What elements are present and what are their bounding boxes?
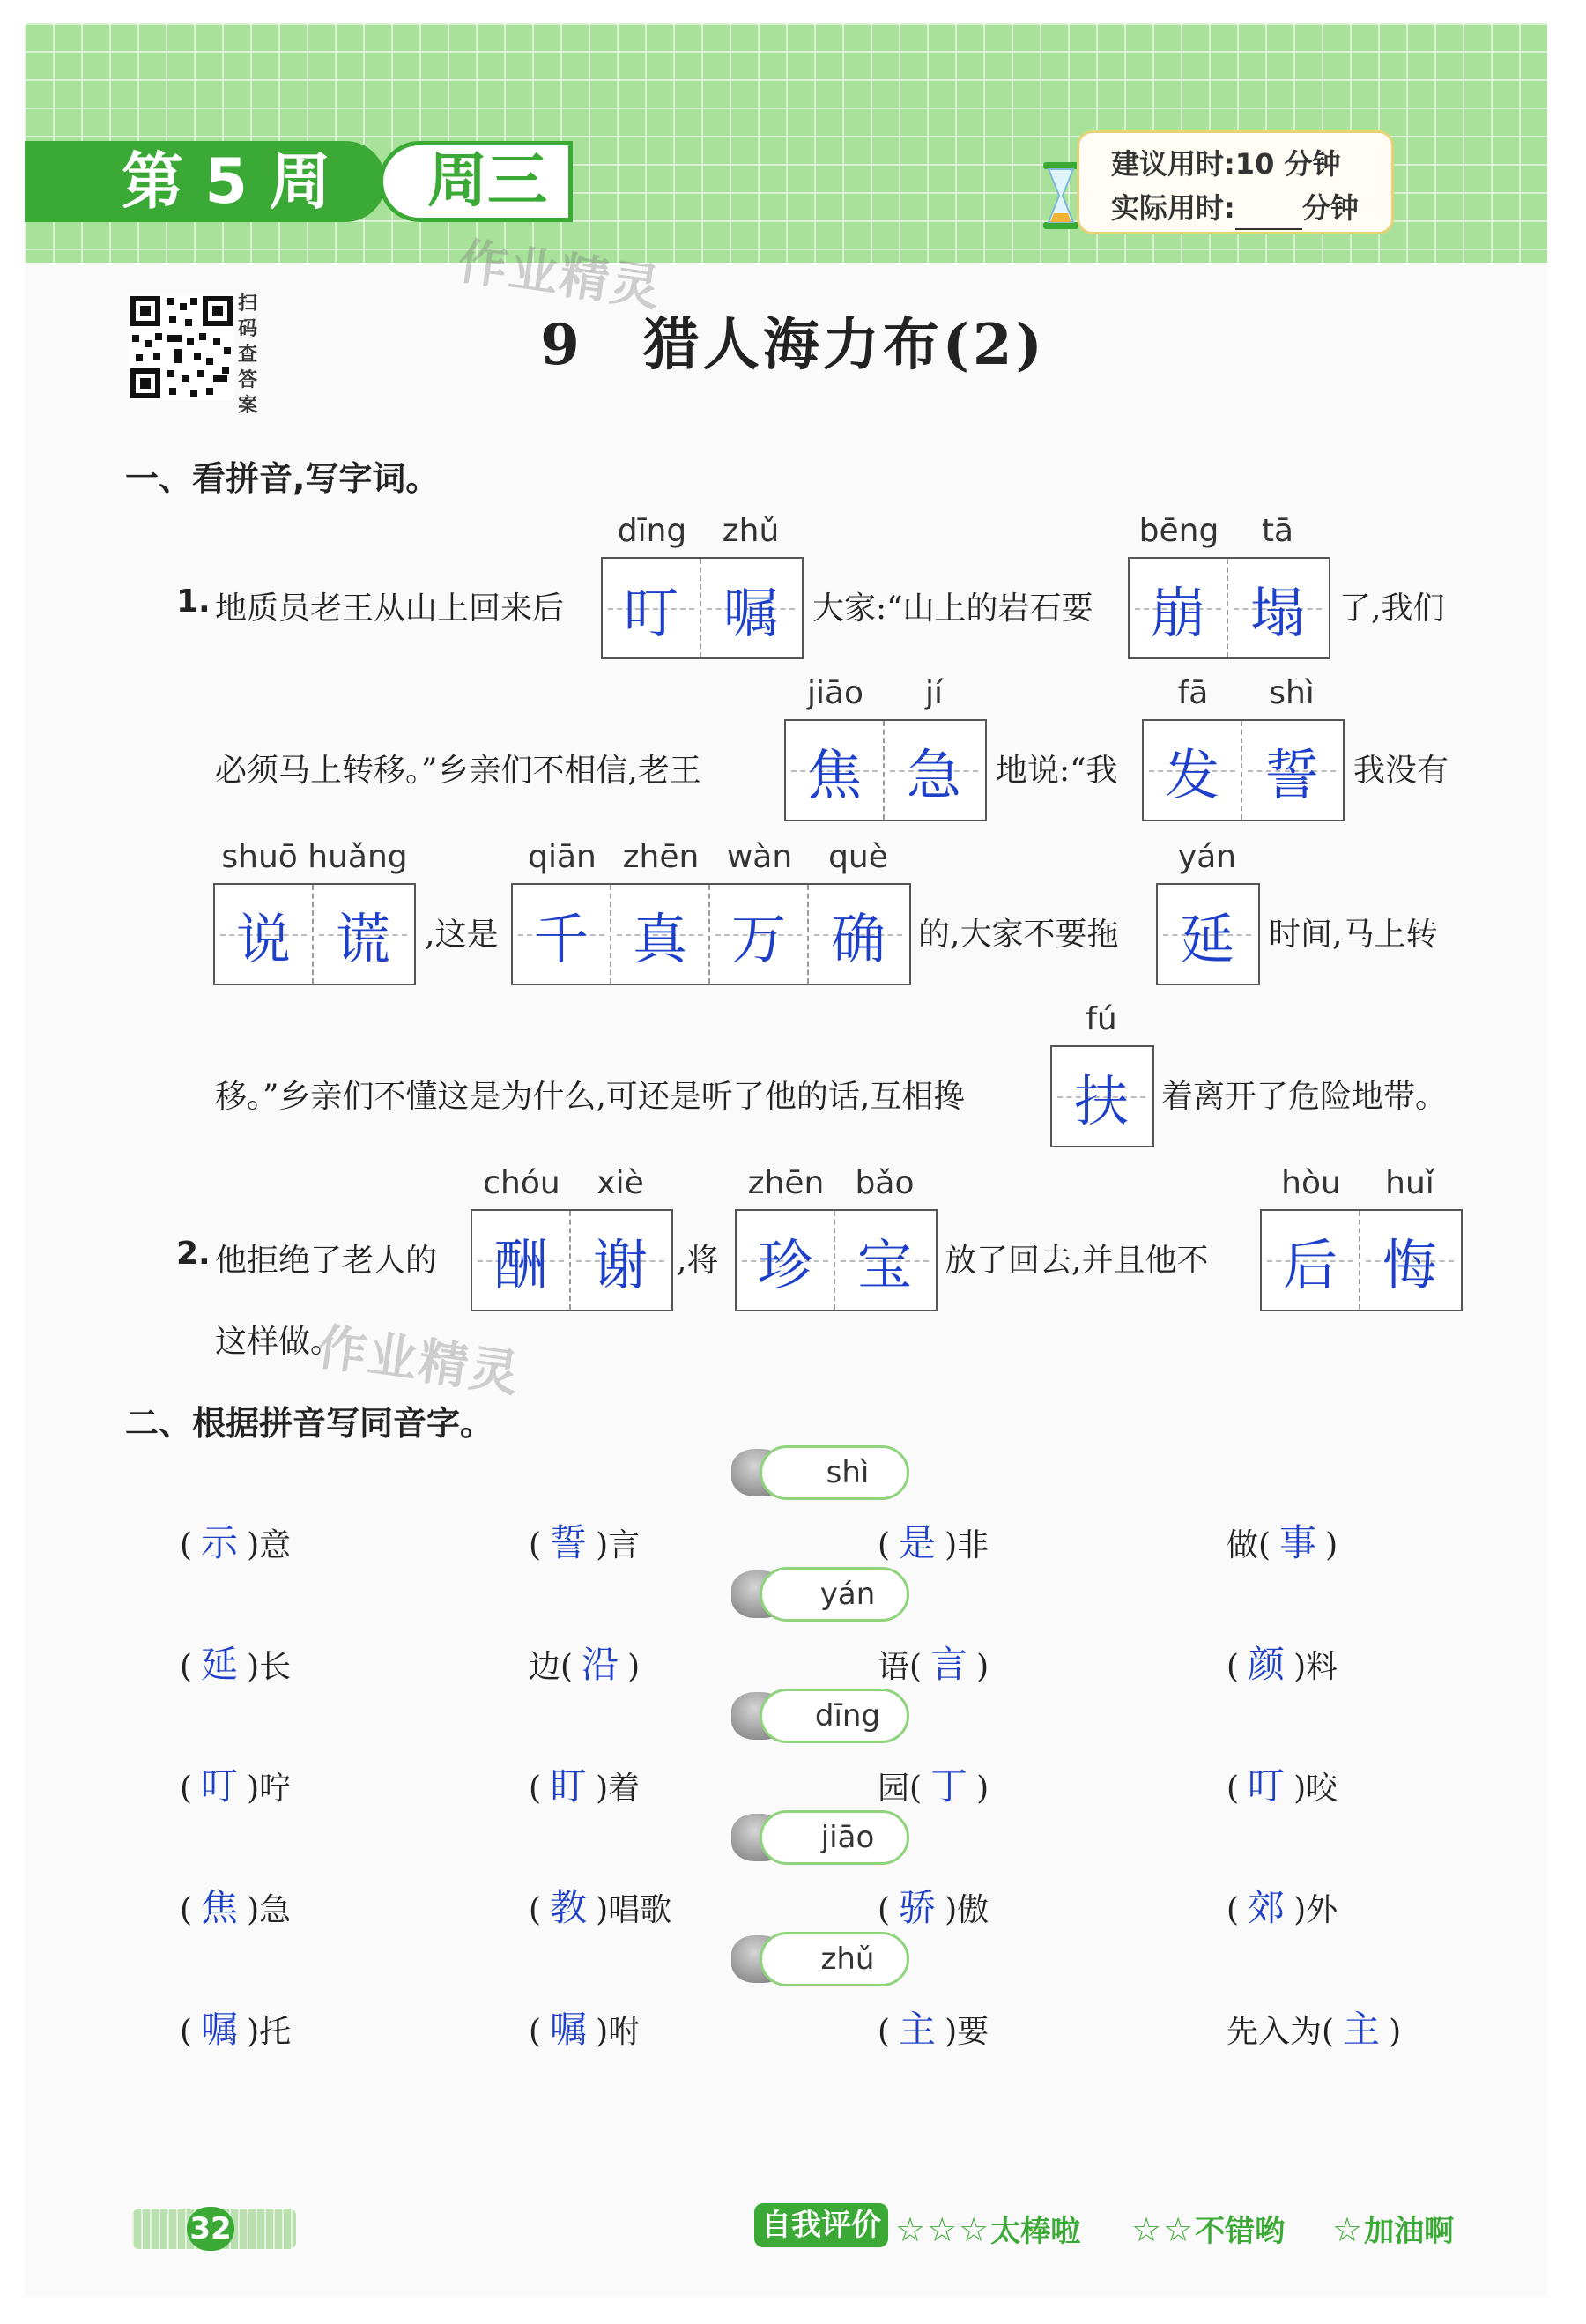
item-suffix: )托 <box>247 2014 292 2050</box>
homophone-item <box>878 1879 989 1932</box>
homophone-item <box>1227 1879 1338 1932</box>
answer-blank[interactable]: 郊 <box>1248 1886 1286 1929</box>
homophone-item <box>1227 1514 1338 1567</box>
item-prefix: ( <box>180 1527 193 1563</box>
sentence-text: 地说:“我 <box>996 753 1118 789</box>
answer-blank[interactable]: 叮 <box>201 1764 239 1808</box>
answer-blank[interactable]: 主 <box>1343 2008 1381 2051</box>
item-suffix: )言 <box>596 1527 641 1563</box>
answer-box[interactable] <box>1142 719 1345 821</box>
pinyin: hòu <box>1281 1165 1341 1201</box>
item-suffix: )咐 <box>596 2014 641 2050</box>
answer-cell: 发 <box>1144 721 1242 820</box>
homophone-item <box>1227 1757 1338 1810</box>
item-suffix: )着 <box>596 1771 641 1807</box>
homophone-item <box>1227 1636 1338 1689</box>
item-prefix: ( <box>878 1527 891 1563</box>
sentence-text: 时间,马上转 <box>1269 917 1438 953</box>
item-prefix: ( <box>180 2014 193 2050</box>
answer-blank[interactable]: 是 <box>899 1521 937 1564</box>
sentence-text: 我没有 <box>1353 753 1449 789</box>
day-badge: 周三 <box>379 141 573 222</box>
answer-cell: 后 <box>1262 1211 1360 1310</box>
item-suffix: )长 <box>247 1649 292 1685</box>
answer-cell: 说 <box>215 885 314 984</box>
item-prefix: ( <box>878 2014 891 2050</box>
item-suffix: ) <box>1325 1527 1338 1563</box>
page-number: 32 <box>187 2207 234 2251</box>
pinyin: dīng <box>617 513 687 549</box>
answer-cell: 焦 <box>786 721 885 820</box>
homophone-item <box>529 2001 640 2053</box>
qr-label: 扫码查答案 <box>238 293 258 417</box>
answer-cell: 扶 <box>1052 1047 1151 1146</box>
pinyin: yán <box>1177 839 1237 875</box>
answer-blank[interactable]: 言 <box>930 1643 968 1686</box>
watermark: 作业精灵 <box>454 233 665 318</box>
actual-time: 实际用时: 分钟 <box>1111 186 1391 230</box>
answer-cell: 谢 <box>571 1211 670 1310</box>
sentence-text: 放了回去,并且他不 <box>945 1243 1209 1279</box>
star-icon: ☆ <box>1332 2210 1365 2249</box>
pinyin: shuō huǎng <box>221 839 408 875</box>
star-icon: ☆☆☆ <box>895 2210 991 2249</box>
answer-blank[interactable]: 盯 <box>550 1764 588 1808</box>
self-eval-label: 自我评价 <box>754 2203 888 2247</box>
sentence-text: 大家:“山上的岩石要 <box>812 590 1093 627</box>
question-number: 2. <box>176 1236 211 1272</box>
suggested-time: 建议用时:10 分钟 <box>1111 147 1341 181</box>
pinyin: què <box>828 839 888 875</box>
pinyin: wàn <box>726 839 793 875</box>
item-prefix: ( <box>1227 1649 1240 1685</box>
homophone-item <box>180 1879 291 1932</box>
item-suffix: )非 <box>945 1527 989 1563</box>
pinyin: fú <box>1086 1001 1117 1037</box>
lesson-title: 9 猎人海力布(2) <box>540 312 1046 378</box>
homophone-item <box>529 1757 640 1810</box>
pinyin: xiè <box>597 1165 644 1201</box>
pinyin-tag: zhǔ <box>760 1932 909 1986</box>
item-suffix: ) <box>976 1771 989 1807</box>
pinyin-tag: jiāo <box>760 1810 909 1865</box>
answer-blank[interactable]: 焦 <box>201 1886 239 1929</box>
answer-cell: 珍 <box>737 1211 835 1310</box>
hourglass-icon <box>1040 160 1082 231</box>
answer-cell: 真 <box>611 885 710 984</box>
answer-blank[interactable]: 教 <box>550 1886 588 1929</box>
answer-blank[interactable]: 丁 <box>930 1764 968 1808</box>
item-prefix: 语( <box>878 1649 923 1685</box>
item-prefix: ( <box>529 1527 542 1563</box>
pinyin: huǐ <box>1385 1165 1434 1201</box>
answer-blank[interactable]: 骄 <box>899 1886 937 1929</box>
pinyin: jí <box>924 675 943 711</box>
answer-blank[interactable]: 颜 <box>1248 1643 1286 1686</box>
item-prefix: ( <box>1227 1892 1240 1928</box>
item-prefix: ( <box>878 1892 891 1928</box>
item-suffix: ) <box>976 1649 989 1685</box>
homophone-item <box>529 1879 671 1932</box>
homophone-item <box>180 1757 291 1810</box>
pinyin: bǎo <box>855 1165 915 1201</box>
actual-time-blank[interactable] <box>1235 204 1302 230</box>
watermark: 作业精灵 <box>313 1318 524 1404</box>
sentence-text: 了,我们 <box>1339 590 1445 627</box>
item-prefix: 做( <box>1227 1527 1271 1563</box>
section2-heading: 二、根据拼音写同音字。 <box>125 1404 494 1443</box>
answer-blank[interactable]: 誓 <box>550 1521 588 1564</box>
homophone-item <box>878 2001 989 2053</box>
answer-box[interactable] <box>1050 1045 1154 1147</box>
item-suffix: )傲 <box>945 1892 989 1928</box>
answer-blank[interactable]: 嘱 <box>550 2008 588 2051</box>
answer-blank[interactable]: 主 <box>899 2008 937 2051</box>
pinyin: zhēn <box>747 1165 825 1201</box>
pinyin-tag: shì <box>760 1445 909 1500</box>
homophone-item <box>180 1636 291 1689</box>
item-suffix: ) <box>1389 2014 1402 2050</box>
homophone-item <box>878 1757 989 1810</box>
sentence-text: ,将 <box>677 1243 719 1279</box>
answer-box[interactable] <box>1128 557 1330 659</box>
answer-blank[interactable]: 叮 <box>1248 1764 1286 1808</box>
answer-box[interactable] <box>1260 1209 1463 1311</box>
star-icon: ☆☆ <box>1131 2210 1196 2249</box>
sentence-text: 着离开了危险地带。 <box>1161 1079 1448 1115</box>
sentence-text: 地质员老王从山上回来后 <box>215 590 565 627</box>
answer-cell: 誓 <box>1242 721 1341 820</box>
item-suffix: )急 <box>247 1892 292 1928</box>
answer-blank[interactable]: 嘱 <box>201 2008 239 2051</box>
pinyin: chóu <box>483 1165 560 1201</box>
item-suffix: )咬 <box>1293 1771 1338 1807</box>
answer-cell: 嘱 <box>701 559 800 657</box>
item-prefix: 先入为( <box>1227 2014 1335 2050</box>
answer-blank[interactable]: 沿 <box>582 1643 619 1686</box>
item-suffix: )咛 <box>247 1771 292 1807</box>
self-eval-excellent[interactable]: ☆☆☆太棒啦 <box>895 2210 1081 2249</box>
answer-cell: 塌 <box>1228 559 1327 657</box>
item-prefix: ( <box>1227 1771 1240 1807</box>
answer-cell: 悔 <box>1360 1211 1459 1310</box>
answer-cell: 宝 <box>835 1211 934 1310</box>
time-box <box>1077 130 1394 234</box>
item-prefix: 园( <box>878 1771 923 1807</box>
answer-box[interactable] <box>213 883 416 985</box>
item-suffix: )意 <box>247 1527 292 1563</box>
sentence-text: 这样做。 <box>215 1324 343 1360</box>
pinyin: zhēn <box>622 839 700 875</box>
self-eval-keep-going[interactable]: ☆加油啊 <box>1332 2210 1455 2249</box>
answer-cell: 千 <box>513 885 611 984</box>
pinyin-tag: yán <box>760 1567 909 1622</box>
pinyin: tā <box>1261 513 1294 549</box>
item-prefix: ( <box>180 1771 193 1807</box>
answer-box[interactable] <box>735 1209 938 1311</box>
answer-box[interactable] <box>471 1209 673 1311</box>
homophone-item <box>878 1514 989 1567</box>
homophone-item <box>180 2001 291 2053</box>
answer-cell: 谎 <box>314 885 412 984</box>
answer-box[interactable] <box>1156 883 1260 985</box>
answer-blank[interactable]: 示 <box>201 1521 239 1564</box>
item-prefix: ( <box>529 2014 542 2050</box>
item-suffix: )唱歌 <box>596 1892 672 1928</box>
answer-cell: 崩 <box>1130 559 1228 657</box>
item-prefix: ( <box>180 1892 193 1928</box>
pinyin: bēng <box>1138 513 1219 549</box>
answer-cell: 急 <box>885 721 983 820</box>
item-prefix: ( <box>180 1649 193 1685</box>
sentence-text: 的,大家不要拖 <box>918 917 1119 953</box>
answer-blank[interactable]: 事 <box>1279 1521 1317 1564</box>
answer-box[interactable] <box>784 719 987 821</box>
answer-cell: 延 <box>1158 885 1256 984</box>
item-prefix: ( <box>529 1771 542 1807</box>
pinyin: shì <box>1269 675 1315 711</box>
answer-cell: 酬 <box>472 1211 571 1310</box>
week-badge: 第 5 周 <box>25 141 386 222</box>
sentence-text: 移。”乡亲们不懂这是为什么,可还是听了他的话,互相搀 <box>215 1079 966 1115</box>
answer-cell: 万 <box>710 885 809 984</box>
homophone-item <box>529 1514 640 1567</box>
pinyin: jiāo <box>806 675 864 711</box>
section1-heading: 一、看拼音,写字词。 <box>125 459 440 498</box>
question-number: 1. <box>176 583 211 620</box>
pinyin: qiān <box>528 839 597 875</box>
sentence-text: 必须马上转移。”乡亲们不相信,老王 <box>215 753 701 789</box>
sentence-text: 他拒绝了老人的 <box>215 1243 438 1279</box>
item-prefix: 边( <box>529 1649 574 1685</box>
answer-cell: 叮 <box>603 559 701 657</box>
homophone-item <box>1227 2001 1401 2053</box>
item-suffix: )料 <box>1293 1649 1338 1685</box>
answer-blank[interactable]: 延 <box>201 1643 239 1686</box>
homophone-item <box>180 1514 291 1567</box>
answer-box[interactable] <box>511 883 911 985</box>
item-prefix: ( <box>529 1892 542 1928</box>
item-suffix: )外 <box>1293 1892 1338 1928</box>
pinyin: fā <box>1177 675 1209 711</box>
homophone-item <box>529 1636 640 1689</box>
pinyin: zhǔ <box>722 513 780 549</box>
homophone-item <box>878 1636 989 1689</box>
answer-box[interactable] <box>601 557 804 659</box>
item-suffix: ) <box>627 1649 641 1685</box>
pinyin-tag: dīng <box>760 1689 909 1743</box>
self-eval-good[interactable]: ☆☆不错哟 <box>1131 2210 1286 2249</box>
answer-cell: 确 <box>809 885 908 984</box>
sentence-text: ,这是 <box>425 917 499 953</box>
item-suffix: )要 <box>945 2014 989 2050</box>
